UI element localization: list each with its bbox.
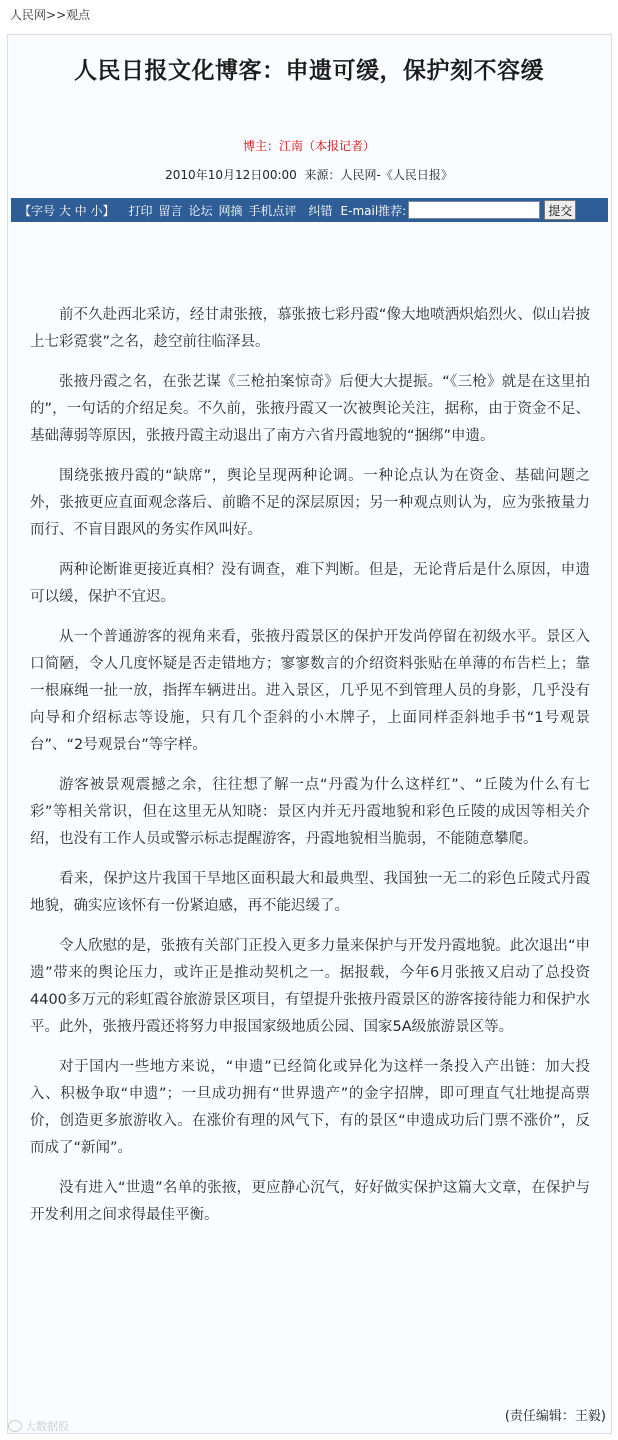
breadcrumb — [10, 6, 90, 23]
watermark-text: 大数据股 — [25, 1420, 69, 1433]
breadcrumb-section-link[interactable]: 观点 — [66, 8, 91, 22]
breadcrumb-separator: >> — [46, 8, 67, 22]
article-paragraph: 从一个普通游客的视角来看，张掖丹霞景区的保护开发尚停留在初级水平。景区入口简陋，令人几度怀疑是否走错地方；寥寥数言的介绍资料张贴在单薄的布告栏上；靠一根麻绳一扯一放，指挥车辆进出。进入景区，几乎见不到管理人员的身影，几乎没有向导和介绍标志等设施，只有几个歪斜的小木牌子，上面同样歪斜地手书“1号观景台”、“2号观景台”等字样。 — [30, 629, 590, 753]
article-paragraph: 没有进入“世遗”名单的张掖，更应静心沉气，好好做实保护这篇大文章，在保护与开发利用之间求得最佳平衡。 — [30, 1180, 590, 1223]
forum-link[interactable]: 论坛 — [188, 203, 213, 218]
watermark — [8, 1418, 69, 1434]
article-paragraph: 令人欣慰的是，张掖有关部门正投入更多力量来保护与开发丹霞地貌。此次退出“申遗”带来的舆论压力，或许正是推动契机之一。据报载，今年6月张掖又启动了总投资4400多万元的彩虹霞谷旅游景区项目，有望提升张掖丹霞景区的游客接待能力和保护水平。此外，张掖丹霞还将努力申报国家级地质公园、国家5A级旅游景区等。 — [30, 938, 590, 1035]
article-paragraph: 对于国内一些地方来说，“申遗”已经简化或异化为这样一条投入产出链：加大投入、积极争取“申遗”；一旦成功拥有“世界遗产”的金字招牌，即可理直气壮地提高票价，创造更多旅游收入。在涨价有理的风气下，有的景区“申遗成功后门票不涨价”，反而成了“新闻”。 — [30, 1059, 590, 1156]
print-link[interactable]: 打印 — [128, 203, 153, 218]
responsible-editor: (责任编辑：王毅) — [504, 1409, 606, 1424]
article-meta — [0, 166, 618, 183]
article-paragraph: 围绕张掖丹霞的“缺席”，舆论呈现两种论调。一种论点认为在资金、基础问题之外，张掖更应直面观念落后、前瞻不足的深层原因；另一种观点则认为，应为张掖量力而行、不盲目跟风的务实作风叫好。 — [30, 468, 590, 538]
source-label: 来源： — [304, 168, 341, 182]
article-blogger: 博主：江南（本报记者） — [242, 139, 375, 153]
submit-button[interactable]: 提交 — [544, 200, 576, 220]
article-paragraph: 前不久赴西北采访，经甘肃张掖，慕张掖七彩丹霞“像大地喷洒炽焰烈火、似山岩披上七彩霓裳”之名，趁空前往临泽县。 — [30, 307, 590, 350]
article-body — [30, 302, 590, 1242]
article-paragraph: 游客被景观震撼之余，往往想了解一点“丹霞为什么这样红”、“丘陵为什么有七彩”等相关常识，但在这里无从知晓：景区内并无丹霞地貌和彩色丘陵的成因等相关介绍，也没有工作人员或警示标志提醒游客，丹霞地貌相当脆弱，不能随意攀爬。 — [30, 777, 590, 847]
report-error-link[interactable]: 纠错 — [308, 203, 333, 218]
weibo-icon — [8, 1420, 22, 1432]
article-paragraph: 看来，保护这片我国干旱地区面积最大和最典型、我国独一无二的彩色丘陵式丹霞地貌，确实应该怀有一份紧迫感，再不能迟缓了。 — [30, 871, 590, 914]
mobile-review-link[interactable]: 手机点评 — [248, 203, 297, 218]
email-input[interactable] — [408, 201, 540, 219]
font-size-selector[interactable]: 【字号 大 中 小】 — [19, 203, 115, 218]
breadcrumb-home-link[interactable]: 人民网 — [10, 8, 47, 22]
article-paragraph: 张掖丹霞之名，在张艺谋《三枪拍案惊奇》后便大大提振。“《三枪》就是在这里拍的”，一句话的介绍足矣。不久前，张掖丹霞又一次被舆论关注，据称，由于资金不足、基础薄弱等原因，张掖丹霞主动退出了南方六省丹霞地貌的“捆绑”申遗。 — [30, 374, 590, 444]
bookmark-link[interactable]: 网摘 — [218, 203, 243, 218]
article-title: 人民日报文化博客：申遗可缓，保护刻不容缓 — [74, 58, 544, 84]
email-label: E-mail推荐: — [340, 203, 407, 218]
comment-link[interactable]: 留言 — [158, 203, 183, 218]
article-toolbar — [11, 198, 608, 222]
article-paragraph: 两种论断谁更接近真相？没有调查，难下判断。但是，无论背后是什么原因，申遗可以缓，保护不宜迟。 — [30, 562, 590, 605]
source-link[interactable]: 人民网-《人民日报》 — [340, 168, 453, 182]
article-date: 2010年10月12日00:00 — [165, 168, 297, 182]
